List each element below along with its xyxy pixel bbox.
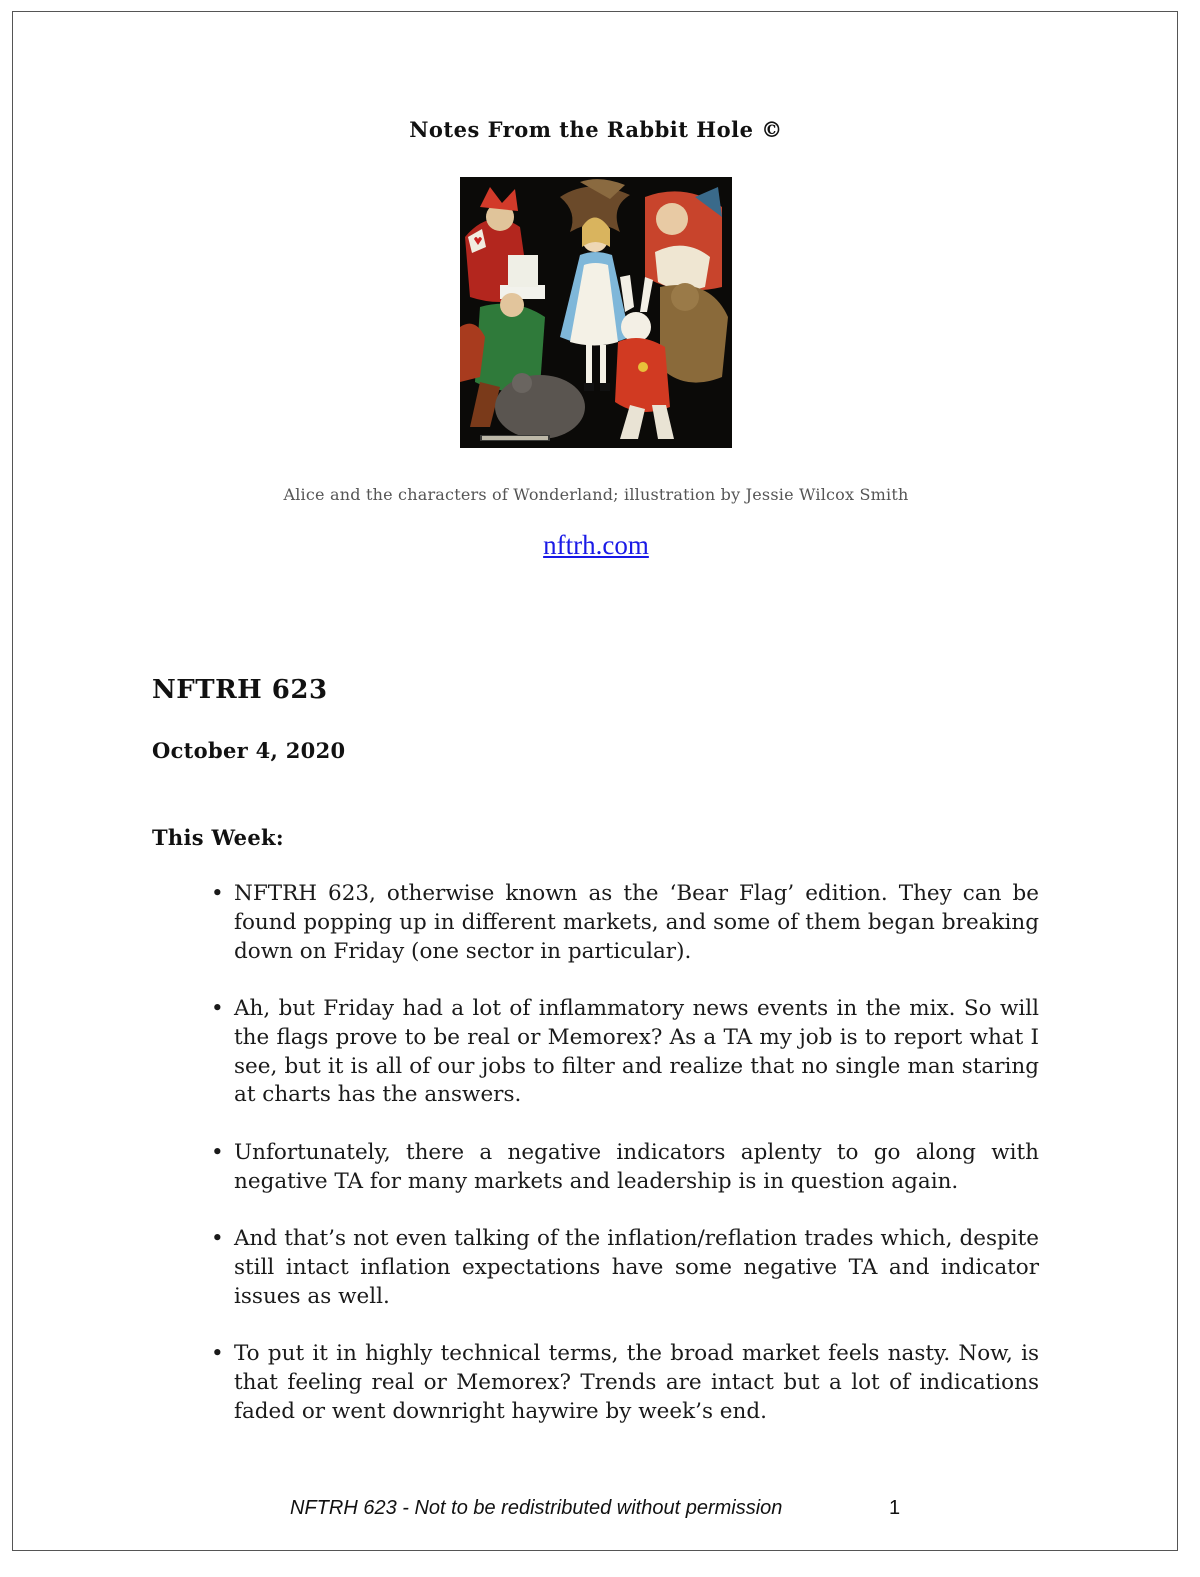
bullet-glyph: • — [211, 1225, 224, 1251]
bullet-item — [209, 1139, 1039, 1197]
bullet-text: NFTRH 623, otherwise known as the ‘Bear Flag’ edition. They can be found popping up in different markets, and some of them began breaking down on Friday (one sector in particular). — [234, 881, 1039, 964]
issue-date: October 4, 2020 — [152, 738, 346, 763]
bullet-item — [209, 880, 1039, 966]
bullet-text: Unfortunately, there a negative indicators aplenty to go along with negative TA for many markets and leadership is in question again. — [234, 1139, 1039, 1194]
bullet-glyph: • — [211, 1139, 224, 1165]
site-link-container — [13, 530, 1179, 561]
section-heading-this-week: This Week: — [152, 825, 284, 850]
bullet-glyph: • — [211, 881, 224, 906]
bullet-text: And that’s not even talking of the inflation/reflation trades which, despite still intact inflation expectations have some negative TA and indicator issues as well. — [234, 1225, 1039, 1309]
site-link[interactable]: nftrh.com — [543, 530, 649, 560]
alice-wonderland-illustration — [460, 177, 732, 448]
document-header-title: Notes From the Rabbit Hole © — [409, 117, 783, 142]
issue-title: NFTRH 623 — [152, 675, 328, 705]
bullet-text: To put it in highly technical terms, the broad market feels nasty. Now, is that feeling real or Memorex? Trends are intact but a lot of indications faded or went downright haywire by week’s end. — [234, 1340, 1039, 1424]
bullet-item — [209, 1225, 1039, 1311]
bullet-text: Ah, but Friday had a lot of inflammatory news events in the mix. So will the flags prove to be real or Memorex? As a TA my job is to report what I see, but it is all of our jobs to filter and realize that no single man staring at charts has the answers. — [234, 995, 1039, 1108]
bullet-glyph: • — [211, 1340, 224, 1366]
page-footer-notice: NFTRH 623 - Not to be redistributed without permission — [290, 1497, 783, 1519]
this-week-bullet-list — [209, 880, 1039, 1455]
bullet-item — [209, 995, 1039, 1110]
bullet-glyph: • — [211, 995, 224, 1021]
bullet-item — [209, 1340, 1039, 1426]
page-number: 1 — [889, 1497, 901, 1519]
document-page — [12, 11, 1178, 1551]
illustration-caption: Alice and the characters of Wonderland; illustration by Jessie Wilcox Smith — [283, 485, 909, 504]
